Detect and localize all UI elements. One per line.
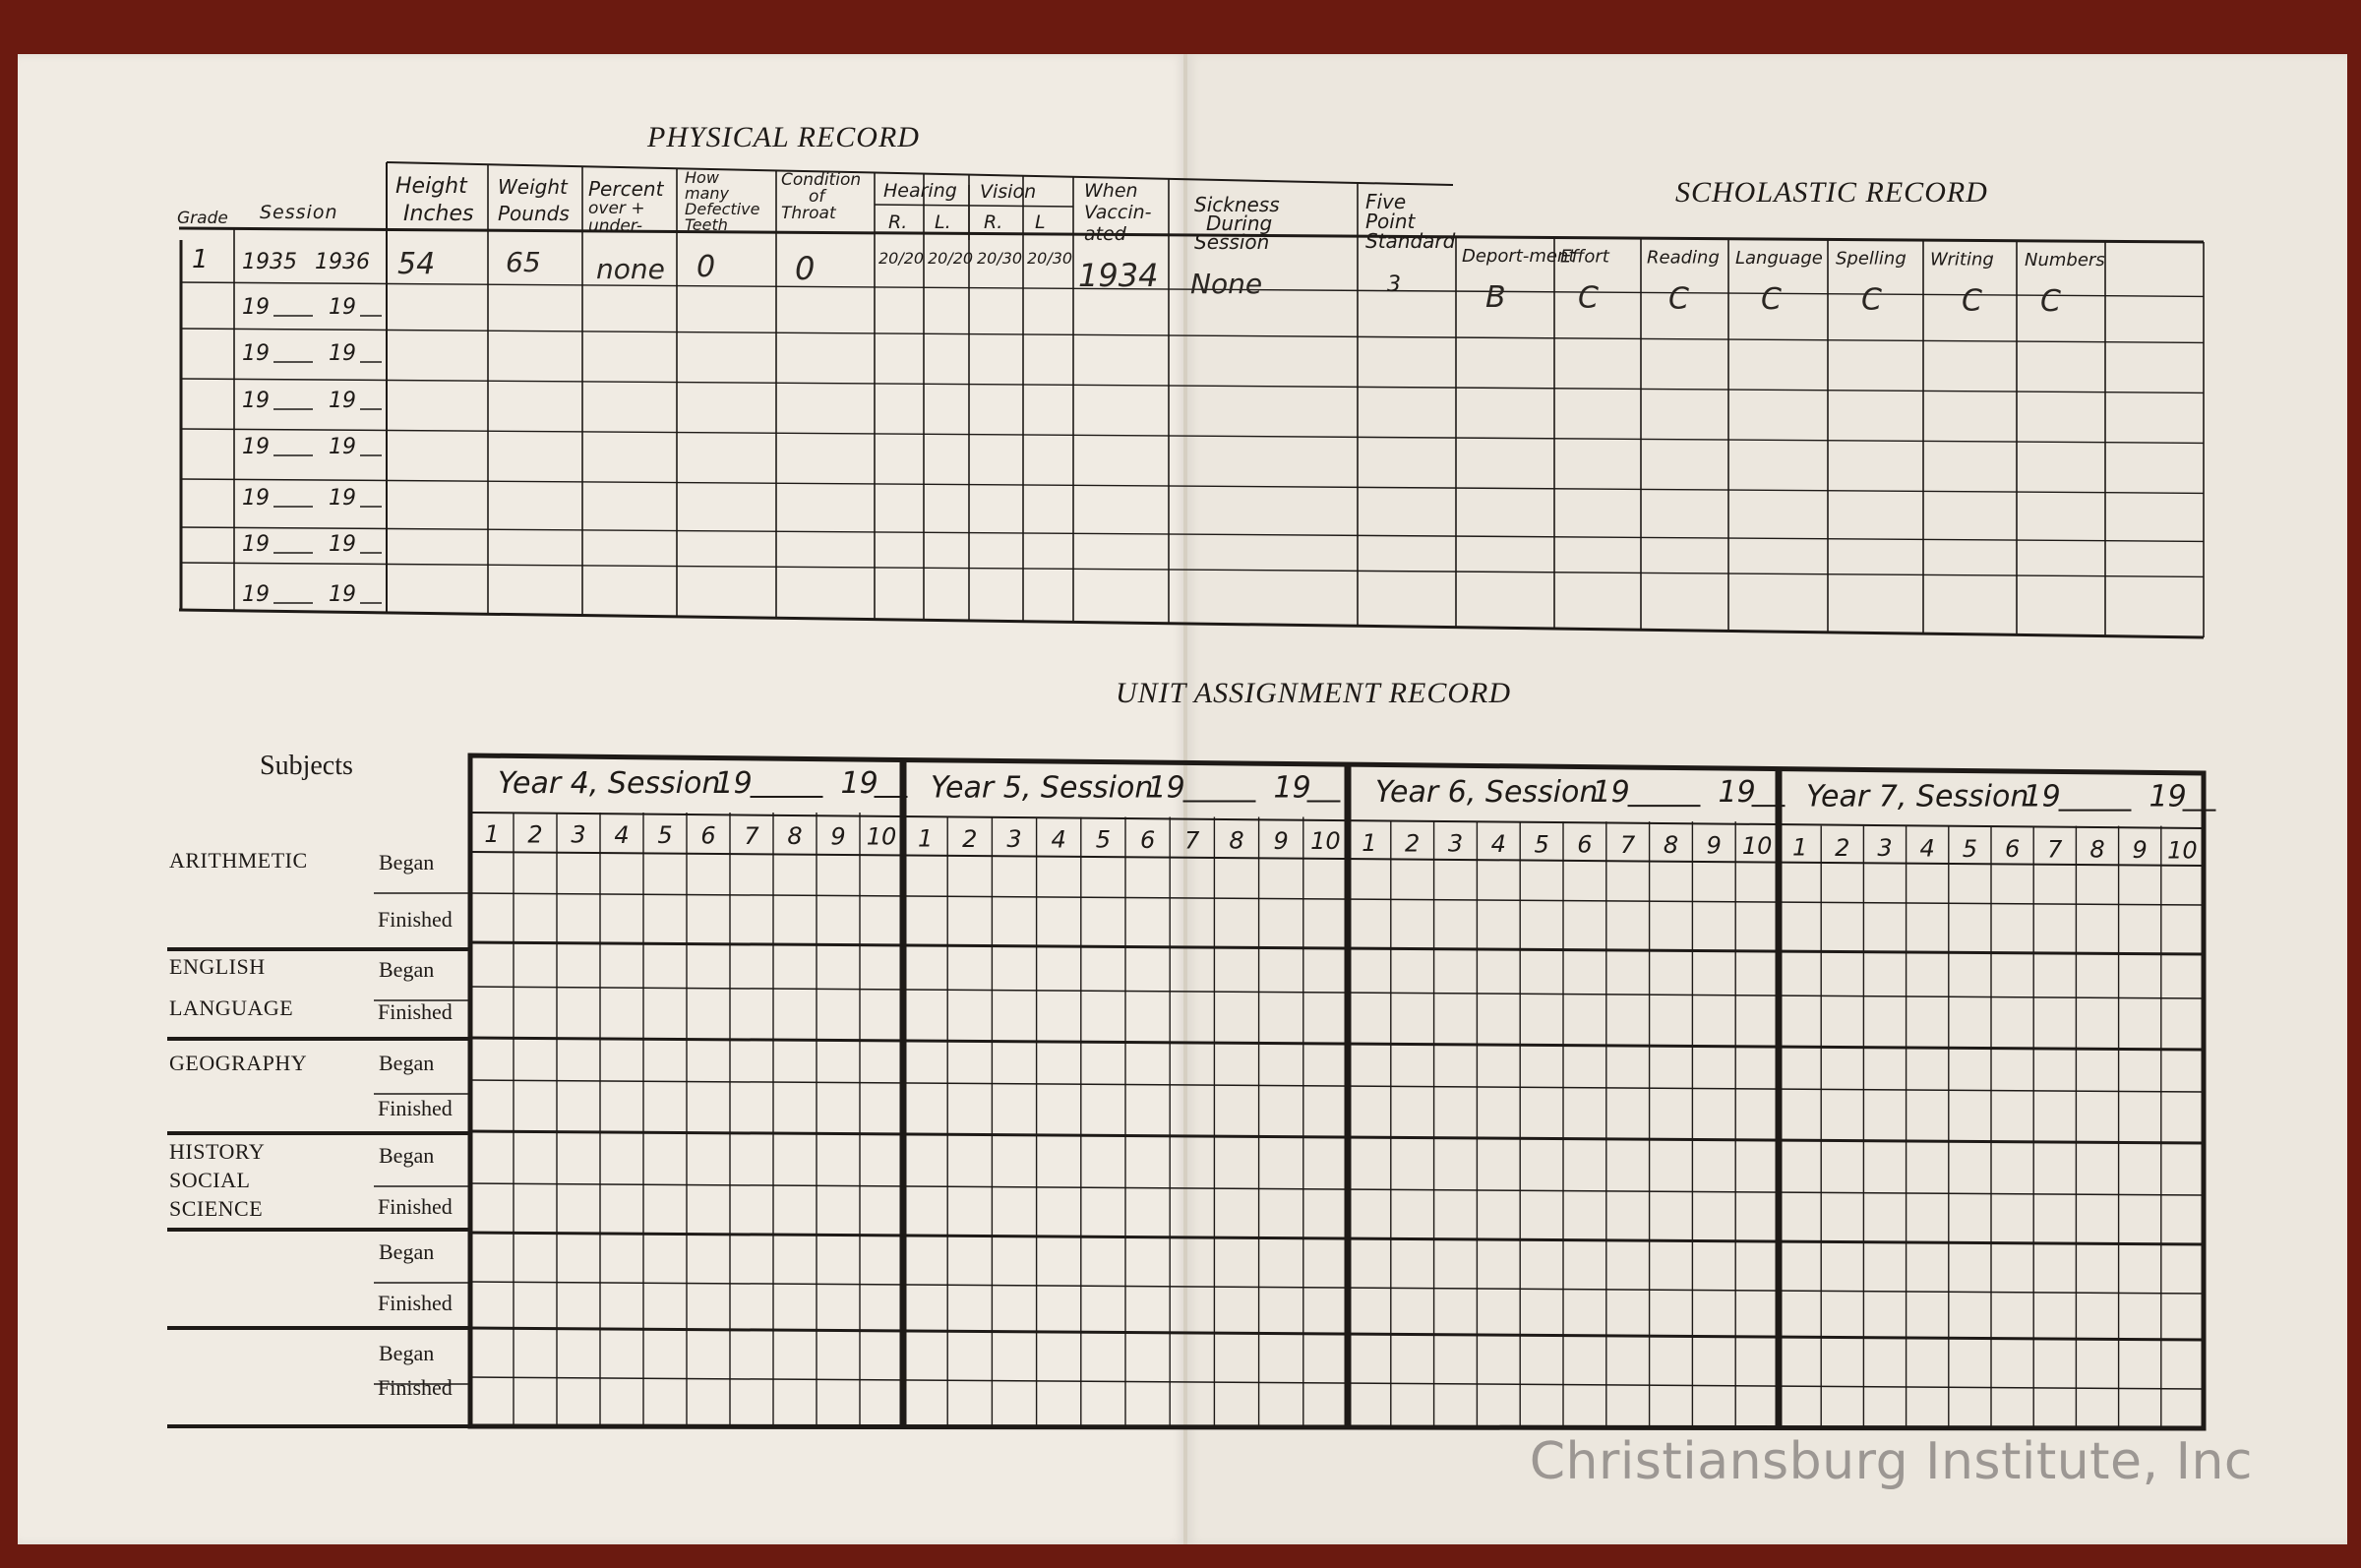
year-label: Year 7, Session	[1806, 779, 2029, 814]
scholastic-record-title: SCHOLASTIC RECORD	[1675, 176, 1988, 209]
column-number: 5	[1534, 830, 1549, 859]
began-label: Began	[379, 1051, 435, 1075]
column-number: 3	[1006, 825, 1022, 854]
subjects-label: Subjects	[260, 751, 353, 781]
row1-scholastic-grade: C	[1578, 280, 1599, 316]
year-label: Year 4, Session	[498, 766, 721, 801]
blank-session-to: 19	[329, 341, 356, 366]
row1-height: 54	[397, 247, 436, 281]
blank-session-from: 19	[242, 341, 270, 366]
scholastic-header: Effort	[1560, 246, 1609, 268]
blank-session-to: 19	[329, 389, 356, 413]
header-teeth: Teeth	[685, 215, 728, 234]
header-throat: of	[809, 187, 825, 207]
table-row-line	[181, 429, 2204, 443]
blank-session-from: 19	[242, 532, 270, 557]
subject-name: SOCIAL	[169, 1168, 251, 1192]
header-throat: Condition	[781, 170, 862, 190]
column-number: 6	[1577, 830, 1593, 859]
row1-scholastic-grade: C	[2040, 283, 2061, 319]
column-number: 8	[1663, 831, 1679, 860]
table-row-line	[181, 527, 2204, 541]
began-label: Began	[379, 850, 435, 874]
finished-label: Finished	[378, 999, 453, 1024]
row1-sickness: None	[1190, 268, 1263, 300]
watermark-text: Christiansburg Institute, Inc	[1529, 1432, 2253, 1491]
blank-session-to: 19	[329, 435, 356, 459]
header-throat: Throat	[781, 204, 836, 223]
column-number: 2	[1835, 833, 1850, 862]
header-teeth: How	[685, 168, 719, 187]
header-sickness: During	[1206, 211, 1273, 235]
row1-session-to: 1936	[315, 250, 370, 274]
began-label: Began	[379, 1239, 435, 1264]
year-session-to: 19	[1273, 770, 1311, 806]
column-number: 3	[1877, 834, 1893, 863]
header-percent: over +	[588, 199, 645, 218]
header-five-point: Point	[1365, 210, 1416, 233]
began-label: Began	[379, 957, 435, 982]
year-session-from: 19	[714, 766, 753, 801]
column-number: 4	[1490, 829, 1506, 858]
column-number: 8	[787, 822, 803, 851]
column-number: 9	[1706, 831, 1722, 860]
column-number: 10	[1310, 827, 1341, 856]
column-number: 8	[1229, 826, 1244, 855]
subject-name: LANGUAGE	[169, 995, 294, 1020]
column-number: 1	[484, 820, 500, 848]
header-weight: Weight	[498, 175, 568, 199]
table-row-line	[181, 329, 2204, 342]
column-number: 7	[1620, 830, 1636, 859]
blank-session-from: 19	[242, 582, 270, 607]
header-vision: Vision	[980, 181, 1037, 203]
column-number: 10	[1741, 831, 1773, 860]
table-row-line	[181, 379, 2204, 392]
column-number: 9	[830, 822, 846, 851]
scholastic-header: Writing	[1930, 249, 1994, 271]
row1-vision-r: 20/30	[977, 249, 1023, 268]
finished-label: Finished	[378, 1096, 453, 1120]
table-row-line	[181, 563, 2204, 576]
header-grade: Grade	[177, 209, 228, 228]
finished-label: Finished	[378, 907, 453, 932]
row1-teeth: 0	[696, 250, 716, 284]
column-number: 7	[1184, 826, 1200, 855]
header-height: Height	[395, 174, 467, 199]
subject-name: ENGLISH	[169, 954, 266, 979]
finished-label: Finished	[378, 1194, 453, 1219]
column-number: 4	[1919, 834, 1935, 863]
subject-name: HISTORY	[169, 1139, 266, 1164]
table-top-border	[179, 228, 2204, 242]
header-weight-unit: Pounds	[498, 202, 570, 225]
column-number: 6	[1139, 825, 1156, 854]
header-hearing-l: L.	[935, 211, 951, 233]
row1-percent: none	[596, 253, 665, 285]
scholastic-header: Numbers	[2025, 250, 2105, 271]
blank-session-from: 19	[242, 389, 270, 413]
scholastic-header: Reading	[1647, 247, 1720, 269]
row1-vaccinated: 1934	[1078, 257, 1159, 294]
column-number: 7	[744, 821, 759, 850]
scholastic-header: Spelling	[1836, 248, 1907, 270]
blank-session-from: 19	[242, 435, 270, 459]
row1-five-point: 3	[1387, 272, 1401, 297]
scholastic-header: Language	[1735, 247, 1823, 269]
column-number: 8	[2089, 835, 2105, 864]
header-five-point: Standard	[1365, 229, 1456, 253]
column-number: 7	[2047, 835, 2063, 864]
year-session-from: 19	[1592, 775, 1630, 811]
header-teeth: many	[685, 184, 729, 203]
unit-assignment-title: UNIT ASSIGNMENT RECORD	[1116, 677, 1512, 709]
header-vaccinated: When	[1084, 180, 1138, 202]
header-teeth: Defective	[685, 200, 760, 218]
physical-record-title: PHYSICAL RECORD	[647, 121, 920, 153]
subject-name: ARITHMETIC	[169, 848, 308, 873]
column-number: 6	[700, 821, 716, 850]
subject-name: SCIENCE	[169, 1196, 264, 1221]
blank-session-from: 19	[242, 295, 270, 320]
column-number: 2	[962, 824, 978, 853]
header-percent: Percent	[588, 177, 664, 201]
header-sickness: Sickness	[1194, 193, 1280, 216]
column-number: 1	[1791, 833, 1808, 862]
year-session-from: 19	[2023, 779, 2061, 814]
header-height-unit: Inches	[403, 202, 474, 226]
row1-scholastic-grade: B	[1485, 280, 1506, 315]
header-session: Session	[260, 202, 338, 223]
column-number: 5	[1095, 825, 1112, 854]
year-session-to: 19	[1718, 775, 1756, 811]
table-row-line	[181, 479, 2204, 493]
row1-hearing-r: 20/20	[878, 249, 925, 268]
row1-throat: 0	[795, 250, 816, 287]
column-number: 9	[1273, 826, 1289, 855]
blank-session-to: 19	[329, 582, 356, 607]
column-number: 4	[614, 820, 630, 849]
began-label: Began	[379, 1341, 435, 1365]
subject-name: GEOGRAPHY	[169, 1051, 308, 1075]
blank-session-to: 19	[329, 486, 356, 511]
year-session-to: 19	[2149, 779, 2187, 814]
scholastic-header: Deport-ment	[1462, 246, 1576, 267]
header-five-point: Five	[1365, 190, 1407, 213]
year-label: Year 5, Session	[931, 770, 1154, 806]
header-hearing: Hearing	[883, 180, 957, 202]
column-number: 5	[657, 821, 673, 850]
row1-scholastic-grade: C	[1962, 283, 1982, 319]
row1-scholastic-grade: C	[1668, 281, 1689, 317]
blank-session-to: 19	[329, 295, 356, 320]
column-number: 2	[1405, 829, 1421, 858]
blank-session-from: 19	[242, 486, 270, 511]
row1-weight: 65	[506, 246, 541, 278]
column-number: 2	[527, 820, 543, 849]
header-hearing-r: R.	[888, 211, 908, 233]
began-label: Began	[379, 1143, 435, 1168]
header-sickness: Session	[1194, 230, 1270, 254]
year-session-from: 19	[1147, 770, 1185, 806]
header-percent: under-	[588, 216, 642, 236]
header-vision-r: R.	[984, 211, 1003, 233]
column-number: 10	[866, 822, 897, 851]
column-number: 5	[1962, 834, 1978, 863]
table-bottom-border	[179, 610, 2204, 637]
hearing-vision-divider	[875, 205, 1073, 207]
header-vision-l: L	[1035, 211, 1046, 233]
blank-session-to: 19	[329, 532, 356, 557]
row1-vision-l: 20/30	[1027, 249, 1073, 268]
year-label: Year 6, Session	[1375, 775, 1599, 811]
row1-scholastic-grade: C	[1761, 281, 1782, 317]
row1-scholastic-grade: C	[1861, 282, 1882, 318]
header-vaccinated: Vaccin-	[1084, 202, 1152, 223]
column-number: 6	[2004, 835, 2021, 864]
column-number: 3	[1447, 829, 1464, 858]
finished-label: Finished	[378, 1375, 453, 1400]
row1-session-from: 1935	[242, 250, 297, 274]
column-number: 4	[1051, 825, 1066, 854]
column-number: 9	[2132, 835, 2148, 864]
column-number: 3	[571, 820, 586, 849]
column-number: 1	[1362, 829, 1377, 858]
year-session-to: 19	[840, 766, 878, 801]
column-number: 1	[917, 824, 934, 853]
column-number: 10	[2167, 836, 2198, 865]
row1-hearing-l: 20/20	[928, 249, 974, 268]
row1-grade: 1	[192, 245, 209, 274]
header-vaccinated: ated	[1084, 223, 1126, 245]
finished-label: Finished	[378, 1291, 453, 1315]
